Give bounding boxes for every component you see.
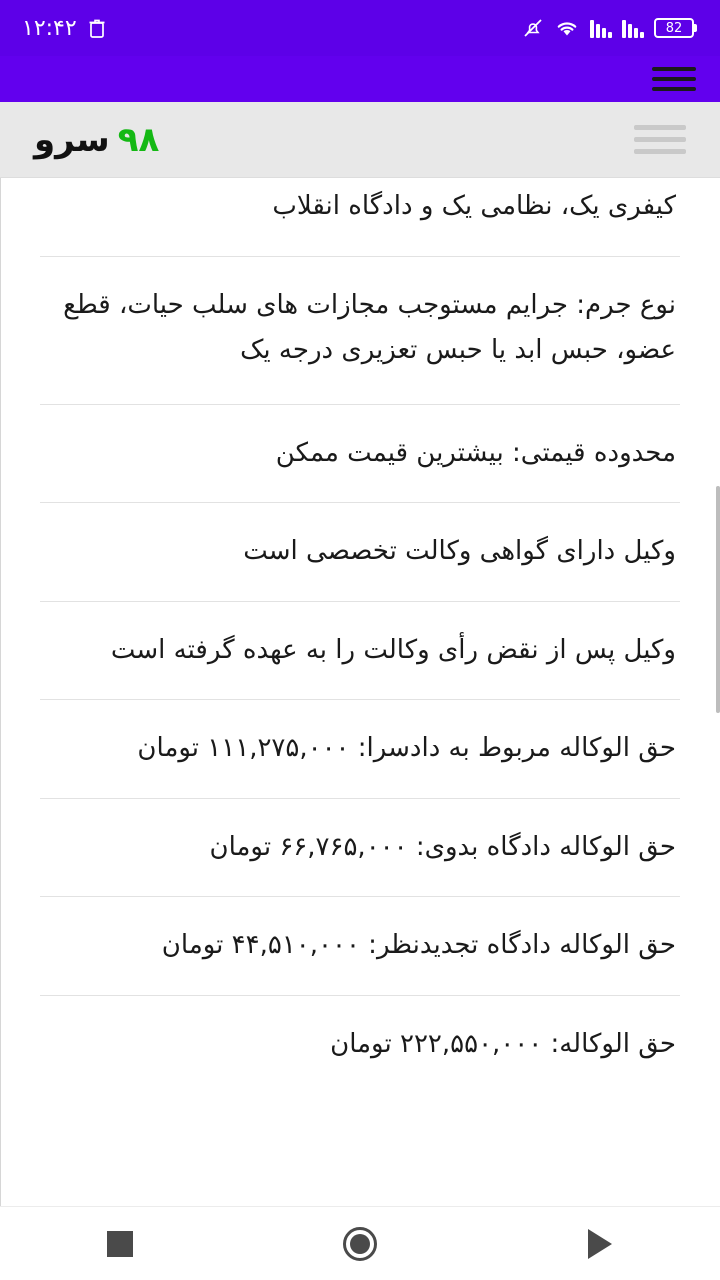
list-item: حق الوکاله: ۲۲۲,۵۵۰,۰۰۰ تومان	[330, 1028, 676, 1059]
list-item: وکیل دارای گواهی وکالت تخصصی است	[40, 503, 680, 602]
home-circle-inner	[350, 1234, 370, 1254]
status-bar-right	[22, 16, 107, 41]
nav-recents-button[interactable]	[60, 1207, 180, 1280]
trash-icon	[87, 17, 107, 39]
home-circle-icon	[343, 1227, 377, 1261]
browser-menu-button[interactable]	[652, 67, 696, 91]
battery-icon	[654, 18, 698, 38]
system-nav-bar	[0, 1206, 720, 1280]
scrollbar-thumb[interactable]	[716, 486, 720, 712]
site-header	[0, 102, 720, 178]
result-list	[0, 178, 720, 1093]
wifi-icon	[554, 18, 580, 38]
nav-home-button[interactable]	[300, 1207, 420, 1280]
list-item: کیفری یک، نظامی یک و دادگاه انقلاب	[40, 178, 680, 257]
recents-square-icon	[107, 1231, 133, 1257]
list-item: محدوده قیمتی: بیشترین قیمت ممکن	[40, 405, 680, 504]
signal-icon	[590, 18, 612, 38]
hamburger-line	[652, 77, 696, 81]
status-bar-left	[522, 17, 698, 39]
list-item: حق الوکاله دادگاه بدوی: ۶۶,۷۶۵,۰۰۰ تومان	[40, 799, 680, 898]
content-area[interactable]	[0, 178, 720, 1206]
site-logo-text: سرو	[34, 119, 110, 160]
list-item: حق الوکاله دادگاه تجدیدنظر: ۴۴,۵۱۰,۰۰۰ تومان	[40, 897, 680, 996]
site-logo[interactable]	[34, 120, 159, 160]
hamburger-line	[634, 137, 686, 142]
page-left-gutter	[0, 178, 18, 1206]
list-item: نوع جرم: جرایم مستوجب مجازات های سلب حیات، قطع عضو، حبس ابد یا حبس تعزیری درجه یک	[40, 257, 680, 405]
site-menu-button[interactable]	[634, 125, 686, 154]
battery-cap	[694, 24, 697, 32]
status-bar-clock: ۱۲:۴۲	[22, 15, 77, 41]
battery-level-label: 82	[654, 18, 694, 38]
hamburger-line	[634, 125, 686, 130]
signal-icon	[622, 18, 644, 38]
hamburger-line	[634, 149, 686, 154]
site-logo-number: ۹۸	[117, 119, 160, 160]
list-item: حق الوکاله مربوط به دادسرا: ۱۱۱,۲۷۵,۰۰۰ تومان	[40, 700, 680, 799]
status-bar	[0, 0, 720, 56]
scrollbar[interactable]	[716, 178, 720, 1206]
hamburger-line	[652, 67, 696, 71]
browser-toolbar	[0, 56, 720, 102]
nav-back-button[interactable]	[540, 1207, 660, 1280]
hamburger-line	[652, 87, 696, 91]
back-triangle-icon	[588, 1229, 612, 1259]
mute-bell-icon	[522, 17, 544, 39]
list-item: وکیل پس از نقض رأی وکالت را به عهده گرفته است	[40, 602, 680, 701]
